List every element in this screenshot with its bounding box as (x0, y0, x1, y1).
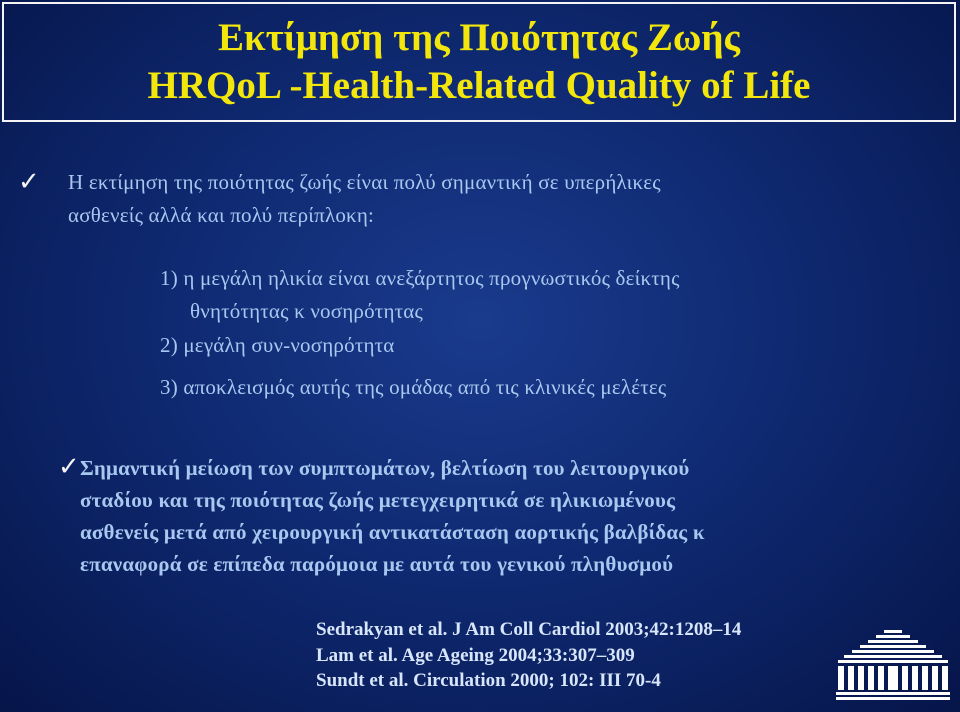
university-building-logo (836, 630, 950, 704)
slide-title-line2: HRQoL -Health-Related Quality of Life (147, 64, 811, 107)
reference-1: Sedrakyan et al. J Am Coll Cardiol 2003;42:1208–14 (316, 619, 742, 640)
bullet1-line1: Η εκτίμηση της ποιότητας ζωής είναι πολύ σημαντική σε υπερήλικες (68, 170, 661, 194)
item3: 3) αποκλεισμός αυτής της ομάδας από τις κλινικές μελέτες (160, 375, 667, 399)
item1-line2: θνητότητας κ νοσηρότητας (190, 299, 423, 323)
bullet2-line4: επαναφορά σε επίπεδα παρόμοια με αυτά του γενικού πληθυσμού (80, 552, 674, 576)
bullet2-line2: σταδίου και της ποιότητας ζωής μετεγχειρητικά σε ηλικιωμένους (80, 488, 676, 512)
slide-title-line1: Εκτίμηση της Ποιότητας Ζωής (217, 16, 741, 59)
bullet1-line2: ασθενείς αλλά και πολύ περίπλοκη: (68, 203, 375, 227)
checkmark-icon: ✓ (18, 167, 40, 197)
bullet2-line3: ασθενείς μετά από χειρουργική αντικατάσταση αορτικής βαλβίδας κ (80, 520, 705, 544)
title-box (2, 2, 956, 122)
checkmark-icon: ✓ (58, 452, 80, 482)
reference-3: Sundt et al. Circulation 2000; 102: III 70-4 (316, 670, 661, 691)
item2: 2) μεγάλη συν-νοσηρότητα (160, 333, 395, 357)
item1-line1: 1) η μεγάλη ηλικία είναι ανεξάρτητος προγνωστικός δείκτης (160, 266, 680, 290)
bullet2-line1: Σημαντική μείωση των συμπτωμάτων, βελτίωση του λειτουργικού (80, 456, 690, 480)
reference-2: Lam et al. Age Ageing 2004;33:307–309 (316, 645, 635, 666)
